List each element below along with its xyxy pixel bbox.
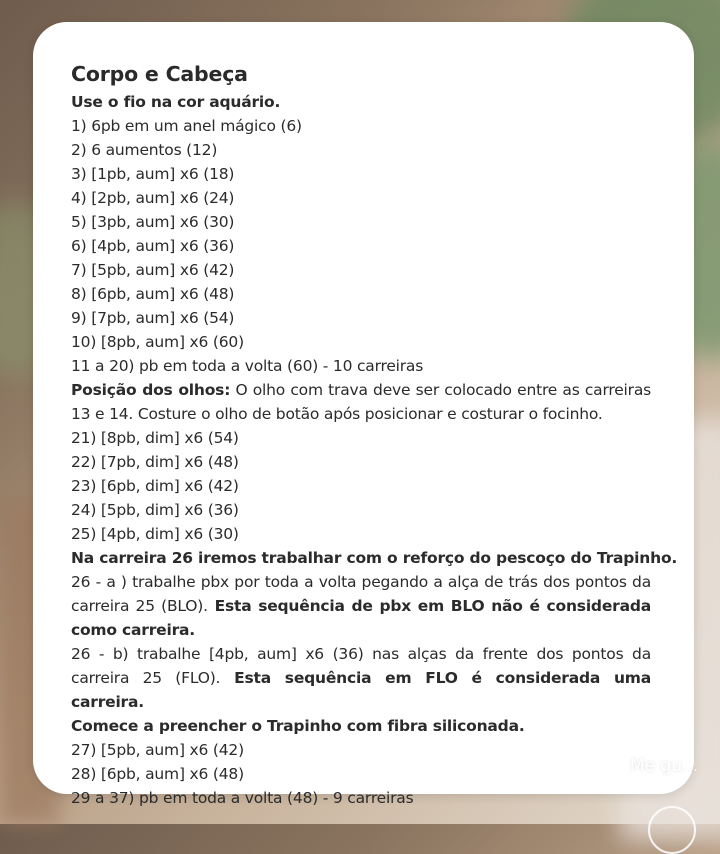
round-26a (71, 570, 651, 642)
round-line: 25) [4pb, dim] x6 (30) (71, 525, 239, 543)
eye-position-label: Posição dos olhos: (71, 381, 231, 399)
heart-outline-icon[interactable] (644, 690, 690, 736)
like-label[interactable]: Me gu... (630, 756, 699, 776)
eye-position-note (71, 378, 651, 426)
neck-note: Na carreira 26 iremos trabalhar com o reforço do pescoço do Trapinho. (71, 549, 678, 567)
round-line: 27) [5pb, aum] x6 (42) (71, 741, 244, 759)
round-line: 6) [4pb, aum] x6 (36) (71, 237, 235, 255)
round-line: 28) [6pb, aum] x6 (48) (71, 765, 244, 783)
round-line: 2) 6 aumentos (12) (71, 141, 218, 159)
round-line: 5) [3pb, aum] x6 (30) (71, 213, 235, 231)
round-line: 4) [2pb, aum] x6 (24) (71, 189, 235, 207)
round-26a-note: Esta sequência de pbx em BLO não é considerada como carreira. (71, 597, 651, 639)
eye-position-text: O olho com trava deve ser colocado entre as carreiras 13 e 14. Costure o olho de botão após posicionar e costurar o focinho. (71, 381, 652, 423)
round-line: 10) [8pb, aum] x6 (60) (71, 333, 244, 351)
circle-outline-icon[interactable] (648, 806, 696, 854)
stuffing-note: Comece a preencher o Trapinho com fibra siliconada. (71, 717, 525, 735)
round-26b-note: Esta sequência em FLO é considerada uma carreira. (71, 669, 651, 711)
round-line: 24) [5pb, dim] x6 (36) (71, 501, 239, 519)
round-line: 29 a 37) pb em toda a volta (48) - 9 carreiras (71, 789, 414, 807)
color-note: Use o fio na cor aquário. (71, 93, 281, 111)
round-line: 21) [8pb, dim] x6 (54) (71, 429, 239, 447)
round-26a-text: 26 - a ) trabalhe pbx por toda a volta pegando a alça de trás dos pontos da carreira 25 (BLO). (71, 573, 651, 615)
round-26b-text: 26 - b) trabalhe [4pb, aum] x6 (36) nas alças da frente dos pontos da carreira 25 (FLO). (71, 645, 651, 687)
round-line: 9) [7pb, aum] x6 (54) (71, 309, 235, 327)
round-line: 22) [7pb, dim] x6 (48) (71, 453, 239, 471)
round-line: 7) [5pb, aum] x6 (42) (71, 261, 235, 279)
round-line: 11 a 20) pb em toda a volta (60) - 10 carreiras (71, 357, 424, 375)
round-line: 1) 6pb em um anel mágico (6) (71, 117, 302, 135)
round-line: 3) [1pb, aum] x6 (18) (71, 165, 235, 183)
round-line: 23) [6pb, dim] x6 (42) (71, 477, 239, 495)
round-line: 8) [6pb, aum] x6 (48) (71, 285, 235, 303)
section-title: Corpo e Cabeça (71, 62, 248, 86)
round-26b (71, 642, 651, 714)
